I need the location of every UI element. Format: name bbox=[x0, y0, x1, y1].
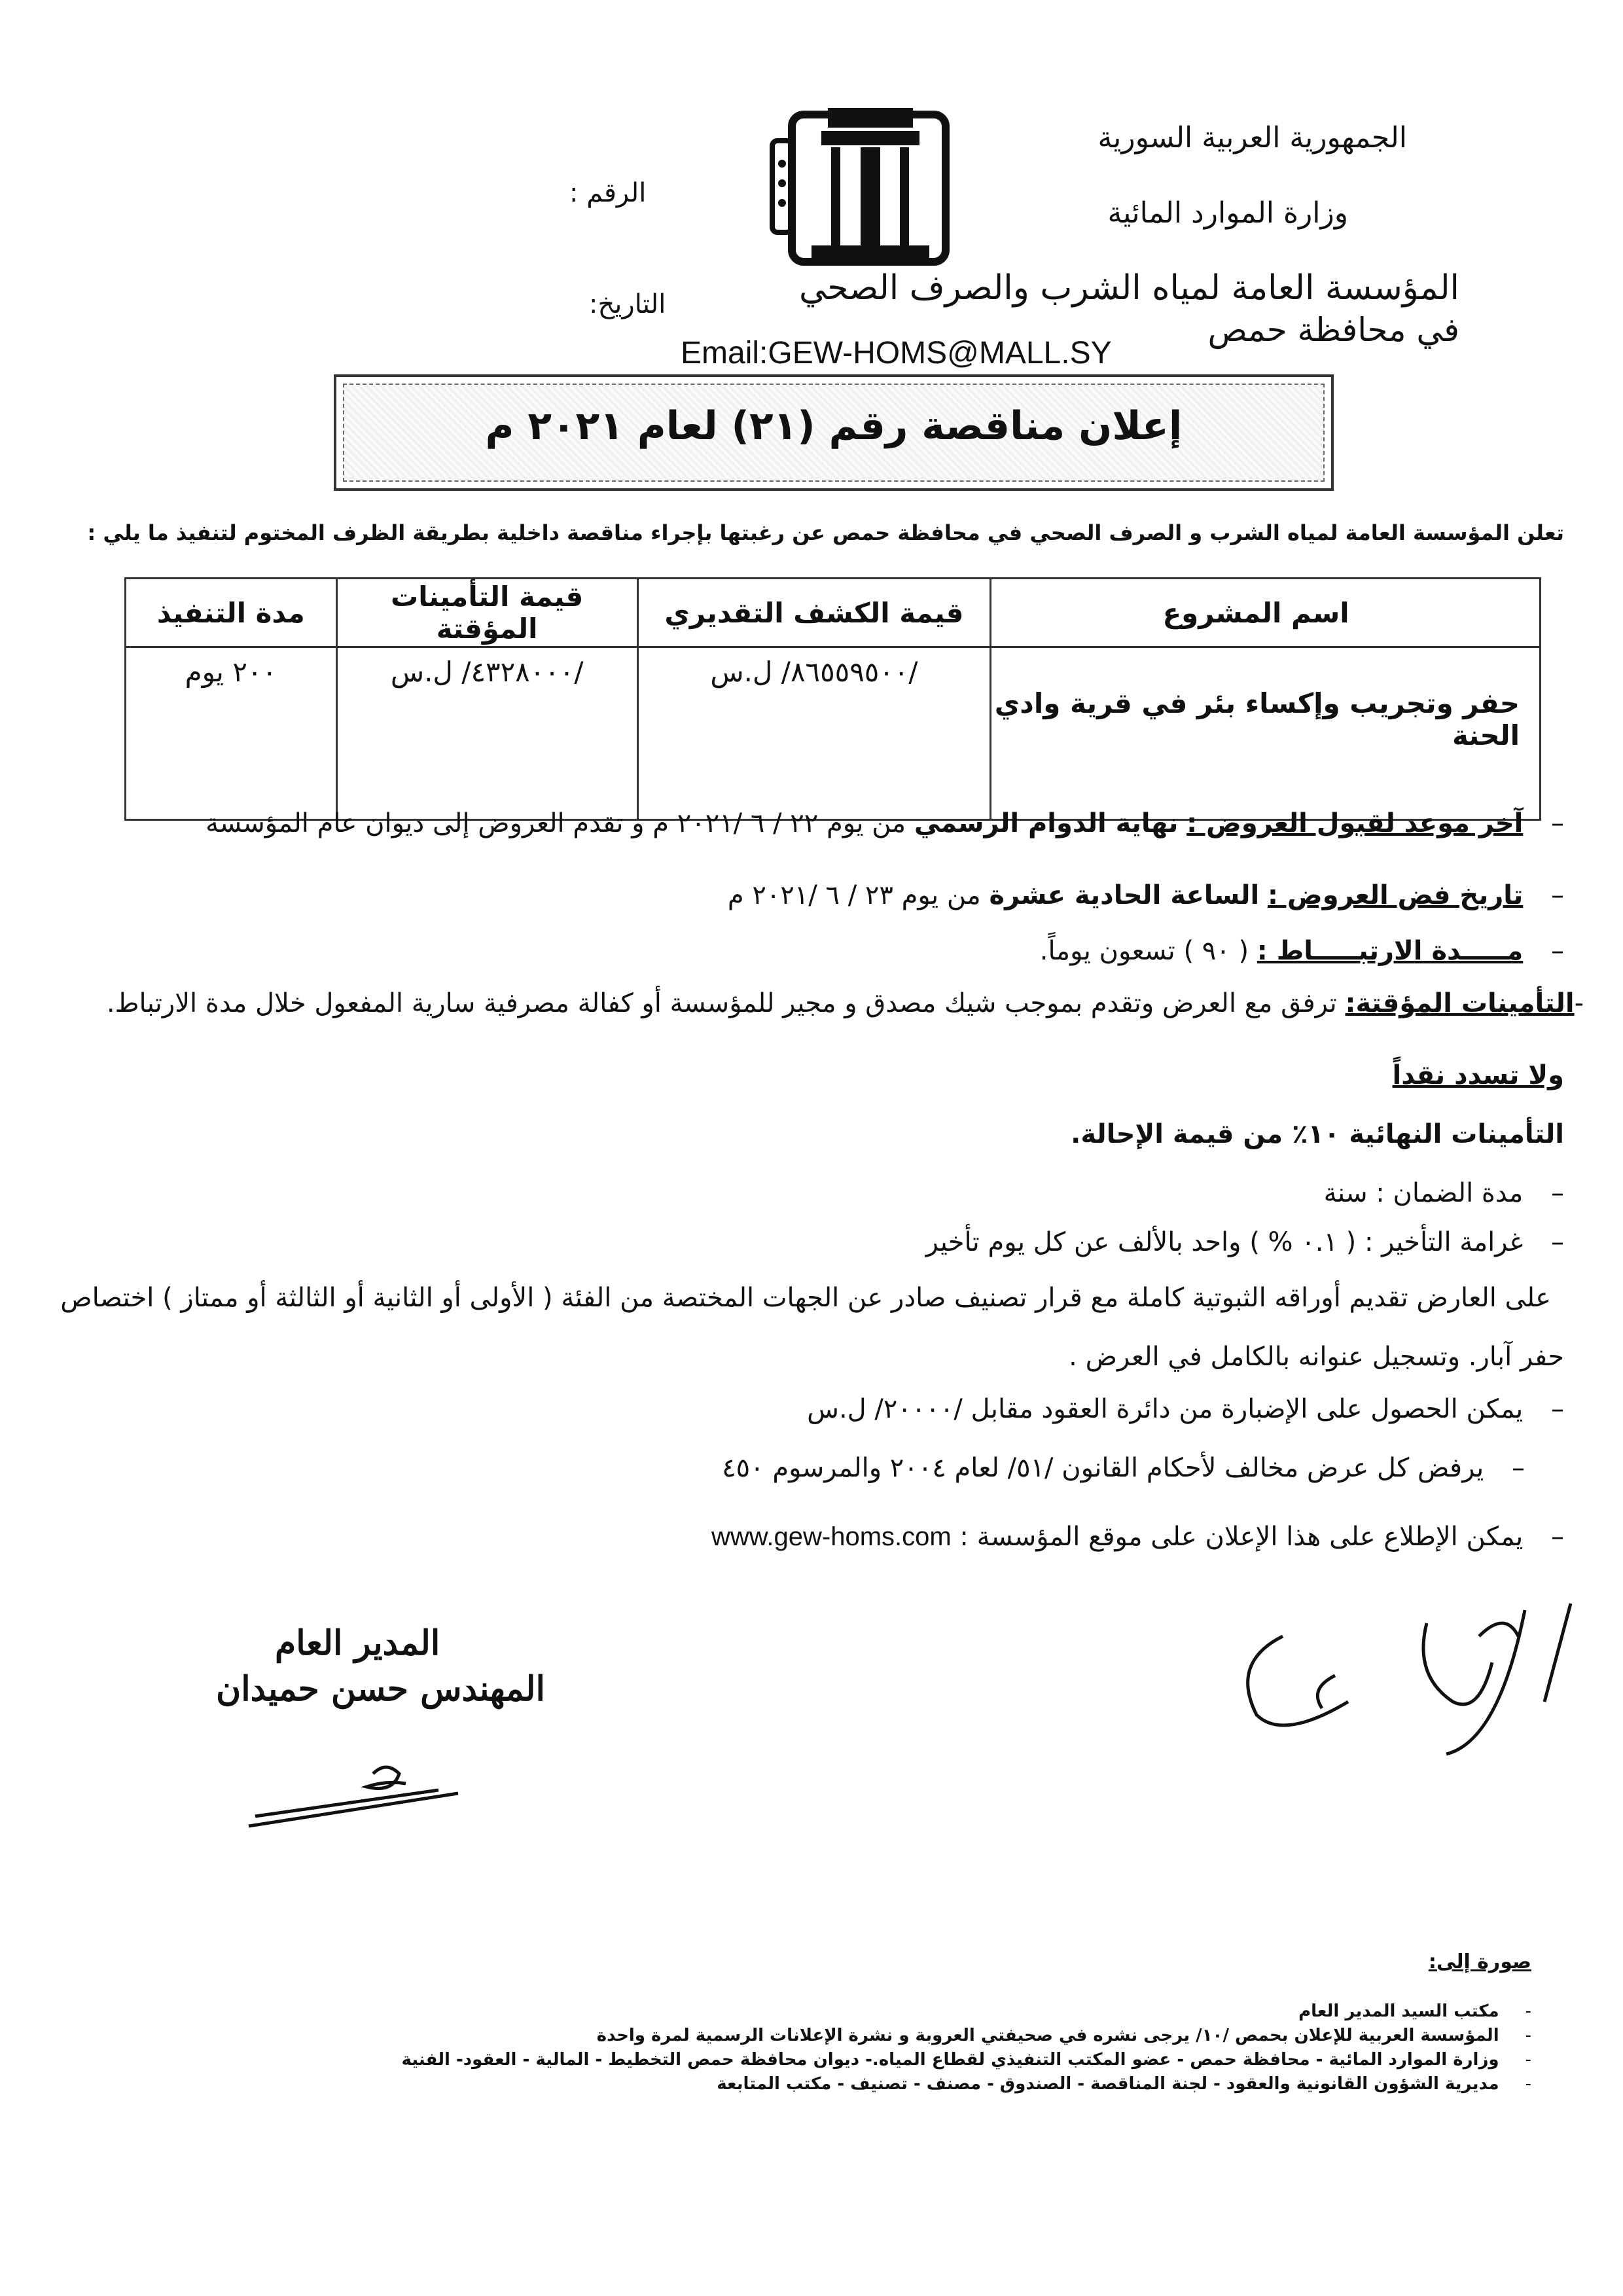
cc-item: - المؤسسة العربية للإعلان بحمص /١٠/ يرجى نشره في صحيفتي العروبة و نشرة الإعلانات الرسمية لمرة واحدة bbox=[597, 2026, 1531, 2045]
classification-line-2: حفر آبار. وتسجيل عنوانه بالكامل في العرض . bbox=[1069, 1342, 1564, 1372]
reference-label: الرقم : bbox=[569, 178, 647, 208]
cc-item: - وزارة الموارد المائية - محافظة حمص - عضو المكتب التنفيذي لقطاع المياه.- ديوان محافظة حمص التخطيط - المالية - العقود- الفنية bbox=[402, 2050, 1531, 2070]
director-signature bbox=[242, 1754, 465, 1839]
org-ministry: وزارة الموارد المائية bbox=[1107, 196, 1348, 230]
cell-temp-insurance: /٤٣٢٨٠٠٠/ ل.س bbox=[336, 647, 637, 820]
header-estimate-value: قيمة الكشف التقديري bbox=[637, 579, 990, 647]
website-text: يمكن الإطلاع على هذا الإعلان على موقع المؤسسة : bbox=[959, 1522, 1524, 1552]
intro-paragraph: تعلن المؤسسة العامة لمياه الشرب و الصرف الصحي في محافظة حمص عن رغبتها بإجراء مناقصة داخلية بطريقة الظرف المختوم لتنفيذ ما يلي : bbox=[87, 520, 1564, 545]
org-governorate: في محافظة حمص bbox=[1207, 311, 1459, 349]
final-insurance: التأمينات النهائية ١٠٪ من قيمة الإحالة. bbox=[1071, 1119, 1564, 1149]
cell-estimate-value: /٨٦٥٥٩٥٠٠/ ل.س bbox=[637, 647, 990, 820]
cc-item: - مديرية الشؤون القانونية والعقود - لجنة المناقصة - الصندوق - مصنف - تصنيف - مكتب المتابعة bbox=[717, 2074, 1531, 2094]
signature-title: المدير العام bbox=[275, 1623, 440, 1663]
temp-insurance-line: -التأمينات المؤقتة: ترفق مع العرض وتقدم بموجب شيك مصدق و مجير للمؤسسة أو كفالة مصرفية سارية المفعول خلال مدة الارتباط. bbox=[106, 988, 1584, 1018]
handwritten-signature bbox=[1230, 1597, 1623, 1767]
penalty-text: غرامة التأخير : ( ٠.١ % ) واحد بالألف عن كل يوم تأخير bbox=[925, 1227, 1524, 1257]
email-address: Email:GEW-HOMS@MALL.SY bbox=[681, 336, 1112, 370]
header-duration: مدة التنفيذ bbox=[126, 579, 337, 647]
reject-line bbox=[722, 1453, 1525, 1483]
reject-text: يرفض كل عرض مخالف لأحكام القانون /٥١/ لعام ٢٠٠٤ والمرسوم ٤٥٠ bbox=[722, 1453, 1484, 1483]
cell-duration: ٢٠٠ يوم bbox=[126, 647, 337, 820]
cell-project-name: حفر وتجريب وإكساء بئر في قرية وادي الحنة bbox=[991, 647, 1541, 820]
temp-insurance-text: ترفق مع العرض وتقدم بموجب شيك مصدق و مجير للمؤسسة أو كفالة مصرفية سارية المفعول خلال مدة الارتباط. bbox=[106, 988, 1337, 1018]
booklet-text: يمكن الحصول على الإضبارة من دائرة العقود مقابل /٢٠٠٠٠/ ل.س bbox=[807, 1394, 1524, 1424]
opening-line bbox=[728, 880, 1564, 910]
opening-bold: الساعة الحادية عشرة bbox=[989, 880, 1260, 910]
announcement-title: إعلان مناقصة رقم (٢١) لعام ٢٠٢١ م bbox=[485, 403, 1183, 449]
signature-name: المهندس حسن حميدان bbox=[216, 1669, 545, 1709]
website-link[interactable]: www.gew-homs.com bbox=[711, 1522, 952, 1551]
binding-line bbox=[1040, 936, 1564, 966]
booklet-line bbox=[807, 1394, 1564, 1424]
opening-text: من يوم ٢٣ / ٦ /٢٠٢١ م bbox=[727, 880, 981, 910]
website-line bbox=[711, 1522, 1564, 1552]
table-header-row bbox=[126, 579, 1541, 647]
opening-label: تاريخ فض العروض : bbox=[1267, 880, 1524, 910]
org-establishment: المؤسسة العامة لمياه الشرب والصرف الصحي bbox=[798, 268, 1459, 308]
warranty-text: مدة الضمان : سنة bbox=[1323, 1178, 1524, 1208]
penalty-line bbox=[926, 1227, 1564, 1257]
project-table bbox=[124, 577, 1541, 821]
header-project-name: اسم المشروع bbox=[991, 579, 1541, 647]
binding-text: ( ٩٠ ) تسعون يوماً. bbox=[1039, 936, 1249, 966]
binding-label: مـــــدة الارتبـــــاط : bbox=[1257, 936, 1524, 966]
title-frame bbox=[334, 374, 1334, 491]
date-label: التاريخ: bbox=[589, 289, 666, 319]
establishment-logo bbox=[766, 101, 969, 278]
temp-insurance-label: التأمينات المؤقتة: bbox=[1345, 988, 1575, 1018]
no-cash-note: ولا تسدد نقداً bbox=[1392, 1060, 1564, 1090]
header-temp-insurance: قيمة التأمينات المؤقتة bbox=[336, 579, 637, 647]
table-row bbox=[126, 647, 1541, 820]
classification-line-1: على العارض تقديم أوراقه الثبوتية كاملة مع قرار تصنيف صادر عن الجهات المختصة من الفئة ( الأولى أو الثانية أو الثالثة أو ممتاز ) اختصاص bbox=[60, 1283, 1551, 1313]
deadline-text: من يوم ٢٢ / ٦ /٢٠٢١ م و تقدم العروض إلى ديوان عام المؤسسة bbox=[205, 808, 906, 838]
cc-heading: صورة إلى: bbox=[1428, 1950, 1531, 1973]
deadline-line bbox=[205, 808, 1564, 838]
warranty-line bbox=[1324, 1178, 1564, 1208]
cc-item: - مكتب السيد المدير العام bbox=[1298, 2001, 1531, 2021]
deadline-label: آخر موعد لقبول العروض : bbox=[1186, 808, 1524, 838]
org-country: الجمهورية العربية السورية bbox=[1097, 121, 1407, 154]
deadline-bold: نهاية الدوام الرسمي bbox=[914, 808, 1179, 838]
